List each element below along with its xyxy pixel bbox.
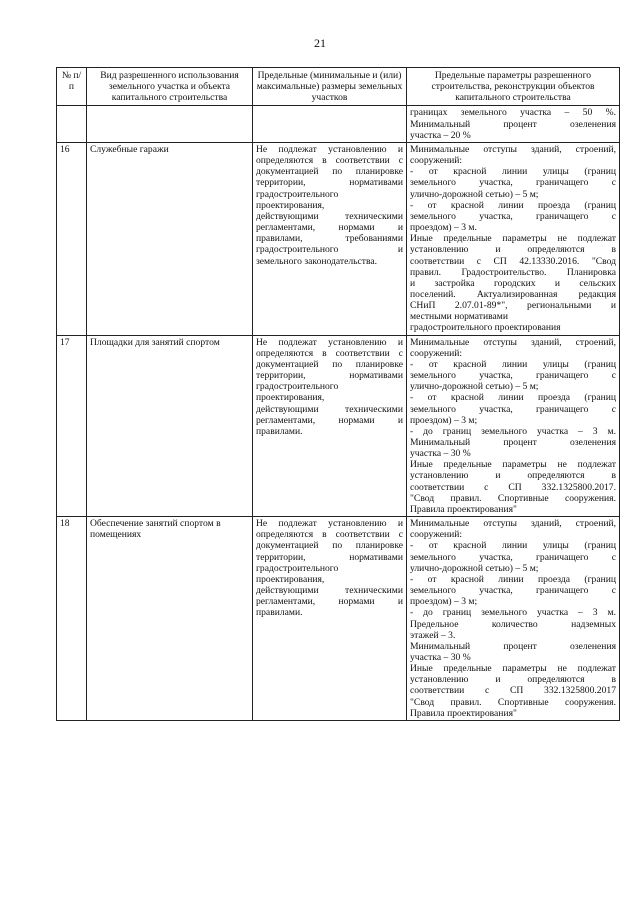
- param-line: улично-дорожной сетью) – 5 м;: [410, 381, 539, 393]
- param-line: "Свод правил. Спортивные сооружения.: [410, 492, 616, 504]
- cont-params: [407, 106, 620, 142]
- size-line: земельного законодательства.: [256, 255, 378, 267]
- size-line: действующими техническими: [256, 585, 403, 597]
- param-line: поселений. Актуализированная редакция: [410, 288, 616, 300]
- param-line: соответствии с СП 42.13330.2016. "Свод: [410, 255, 616, 267]
- header-type: Вид разрешенного использования земельного участка и объекта капитального строительства: [87, 68, 253, 106]
- param-line: Иные предельные параметры не подлежат: [410, 459, 616, 471]
- cont-param-line: границах земельного участка – 50 %.: [410, 107, 616, 119]
- param-line: - от красной линии улицы (границ: [410, 166, 616, 178]
- size-line: документацией по планировке: [256, 166, 403, 178]
- size-line: действующими техническими: [256, 403, 403, 415]
- param-line: градостроительного проектирования: [410, 322, 561, 334]
- row-number: 17: [57, 335, 87, 517]
- param-line: сооружений:: [410, 529, 463, 541]
- size-line: документацией по планировке: [256, 540, 403, 552]
- param-line: - от красной линии улицы (границ: [410, 540, 616, 552]
- param-line: - от красной линии улицы (границ: [410, 358, 616, 370]
- param-line: "Свод правил. Спортивные сооружения.: [410, 696, 616, 708]
- size-line: Не подлежат установлению и: [256, 143, 403, 155]
- param-line: проездом) – 3 м.: [410, 222, 477, 234]
- param-line: местными нормативами: [410, 311, 508, 323]
- table-header-row: [57, 68, 620, 106]
- size-line: проектирования,: [256, 392, 325, 404]
- cont-param-line: Минимальный процент озеленения: [410, 118, 616, 130]
- param-line: земельного участка, граничащего с: [410, 210, 616, 222]
- size-line: правилами.: [256, 607, 303, 619]
- size-line: правилами, требованиями: [256, 233, 403, 245]
- param-line: проездом) – 3 м;: [410, 596, 478, 608]
- size-line: градостроительного: [256, 562, 339, 574]
- size-line: определяются в соответствии с: [256, 155, 403, 167]
- param-line: правил. Градостроительство. Планировка: [410, 266, 616, 278]
- param-line: Предельное количество надземных: [410, 618, 616, 630]
- size-line: регламентами, нормами и: [256, 414, 403, 426]
- cont-size: [253, 106, 407, 142]
- param-line: соответствии с СП 332.1325800.2017.: [410, 481, 616, 493]
- param-line: и застройка городских и сельских: [410, 277, 616, 289]
- param-line: сооружений:: [410, 347, 463, 359]
- row-build-params: [407, 335, 620, 517]
- param-line: установлению и определяются в: [410, 244, 616, 256]
- param-line: - до границ земельного участка – 3 м.: [410, 425, 616, 437]
- row-build-params: [407, 517, 620, 721]
- size-line: градостроительного: [256, 188, 339, 200]
- cont-num: [57, 106, 87, 142]
- header-params: Предельные параметры разрешенного строительства, реконструкции объектов капитального строительства: [407, 68, 620, 106]
- param-line: участка – 30 %: [410, 448, 471, 460]
- param-line: Минимальные отступы зданий, строений,: [410, 518, 616, 530]
- param-line: земельного участка, граничащего с: [410, 585, 616, 597]
- size-line: документацией по планировке: [256, 358, 403, 370]
- size-line: территории, нормативами: [256, 177, 403, 189]
- size-line: Не подлежат установлению и: [256, 518, 403, 530]
- param-line: этажей – 3.: [410, 629, 456, 641]
- size-line: проектирования,: [256, 573, 325, 585]
- param-line: проездом) – 3 м;: [410, 414, 478, 426]
- row-use-type: Площадки для занятий спортом: [87, 335, 253, 517]
- param-line: установлению и определяются в: [410, 470, 616, 482]
- param-line: земельного участка, граничащего с: [410, 403, 616, 415]
- continuation-row: [57, 106, 620, 142]
- table-row: [57, 142, 620, 335]
- param-line: - от красной линии проезда (границ: [410, 392, 616, 404]
- size-line: регламентами, нормами и: [256, 596, 403, 608]
- param-line: сооружений:: [410, 155, 463, 167]
- size-line: проектирования,: [256, 199, 325, 211]
- table-row: [57, 517, 620, 721]
- size-line: градостроительного и: [256, 244, 403, 256]
- header-size: Предельные (минимальные и (или) максимальные) размеры земельных участков: [253, 68, 407, 106]
- cont-type: [87, 106, 253, 142]
- param-line: Правила проектирования": [410, 503, 517, 515]
- size-line: правилами.: [256, 425, 303, 437]
- size-line: определяются в соответствии с: [256, 347, 403, 359]
- param-line: земельного участка, граничащего с: [410, 370, 616, 382]
- row-plot-size: [253, 142, 407, 335]
- param-line: Минимальные отступы зданий, строений,: [410, 143, 616, 155]
- param-line: Иные предельные параметры не подлежат: [410, 663, 616, 675]
- row-plot-size: [253, 335, 407, 517]
- size-line: градостроительного: [256, 381, 339, 393]
- row-plot-size: [253, 517, 407, 721]
- param-line: Иные предельные параметры не подлежат: [410, 233, 616, 245]
- param-line: - до границ земельного участка – 3 м.: [410, 607, 616, 619]
- size-line: Не подлежат установлению и: [256, 336, 403, 348]
- page-number: 21: [314, 36, 326, 50]
- param-line: земельного участка, граничащего с: [410, 551, 616, 563]
- param-line: - от красной линии проезда (границ: [410, 573, 616, 585]
- param-line: соответствии с СП 332.1325800.2017: [410, 685, 616, 697]
- row-number: 16: [57, 142, 87, 335]
- table-body: [57, 106, 620, 720]
- param-line: - от красной линии проезда (границ: [410, 199, 616, 211]
- row-build-params: [407, 142, 620, 335]
- param-line: Минимальный процент озеленения: [410, 437, 616, 448]
- param-line: улично-дорожной сетью) – 5 м;: [410, 562, 539, 574]
- param-line: установлению и определяются в: [410, 674, 616, 686]
- param-line: улично-дорожной сетью) – 5 м;: [410, 188, 539, 200]
- size-line: регламентами, нормами и: [256, 222, 403, 234]
- row-number: 18: [57, 517, 87, 721]
- param-line: Правила проектирования": [410, 707, 517, 719]
- header-num: № п/п: [57, 68, 87, 106]
- param-line: СНиП 2.07.01-89*", региональными и: [410, 300, 616, 312]
- size-line: определяются в соответствии с: [256, 529, 403, 541]
- row-use-type: Обеспечение занятий спортом в помещениях: [87, 517, 253, 721]
- size-line: действующими техническими: [256, 210, 403, 222]
- size-line: территории, нормативами: [256, 370, 403, 382]
- size-line: территории, нормативами: [256, 551, 403, 563]
- cont-param-line: участка – 20 %: [410, 129, 471, 141]
- param-line: участка – 30 %: [410, 651, 471, 663]
- row-use-type: Служебные гаражи: [87, 142, 253, 335]
- param-line: Минимальные отступы зданий, строений,: [410, 336, 616, 348]
- param-line: Минимальный процент озеленения: [410, 640, 616, 652]
- table-row: [57, 335, 620, 517]
- param-line: земельного участка, граничащего с: [410, 177, 616, 189]
- regulations-table: [56, 67, 620, 721]
